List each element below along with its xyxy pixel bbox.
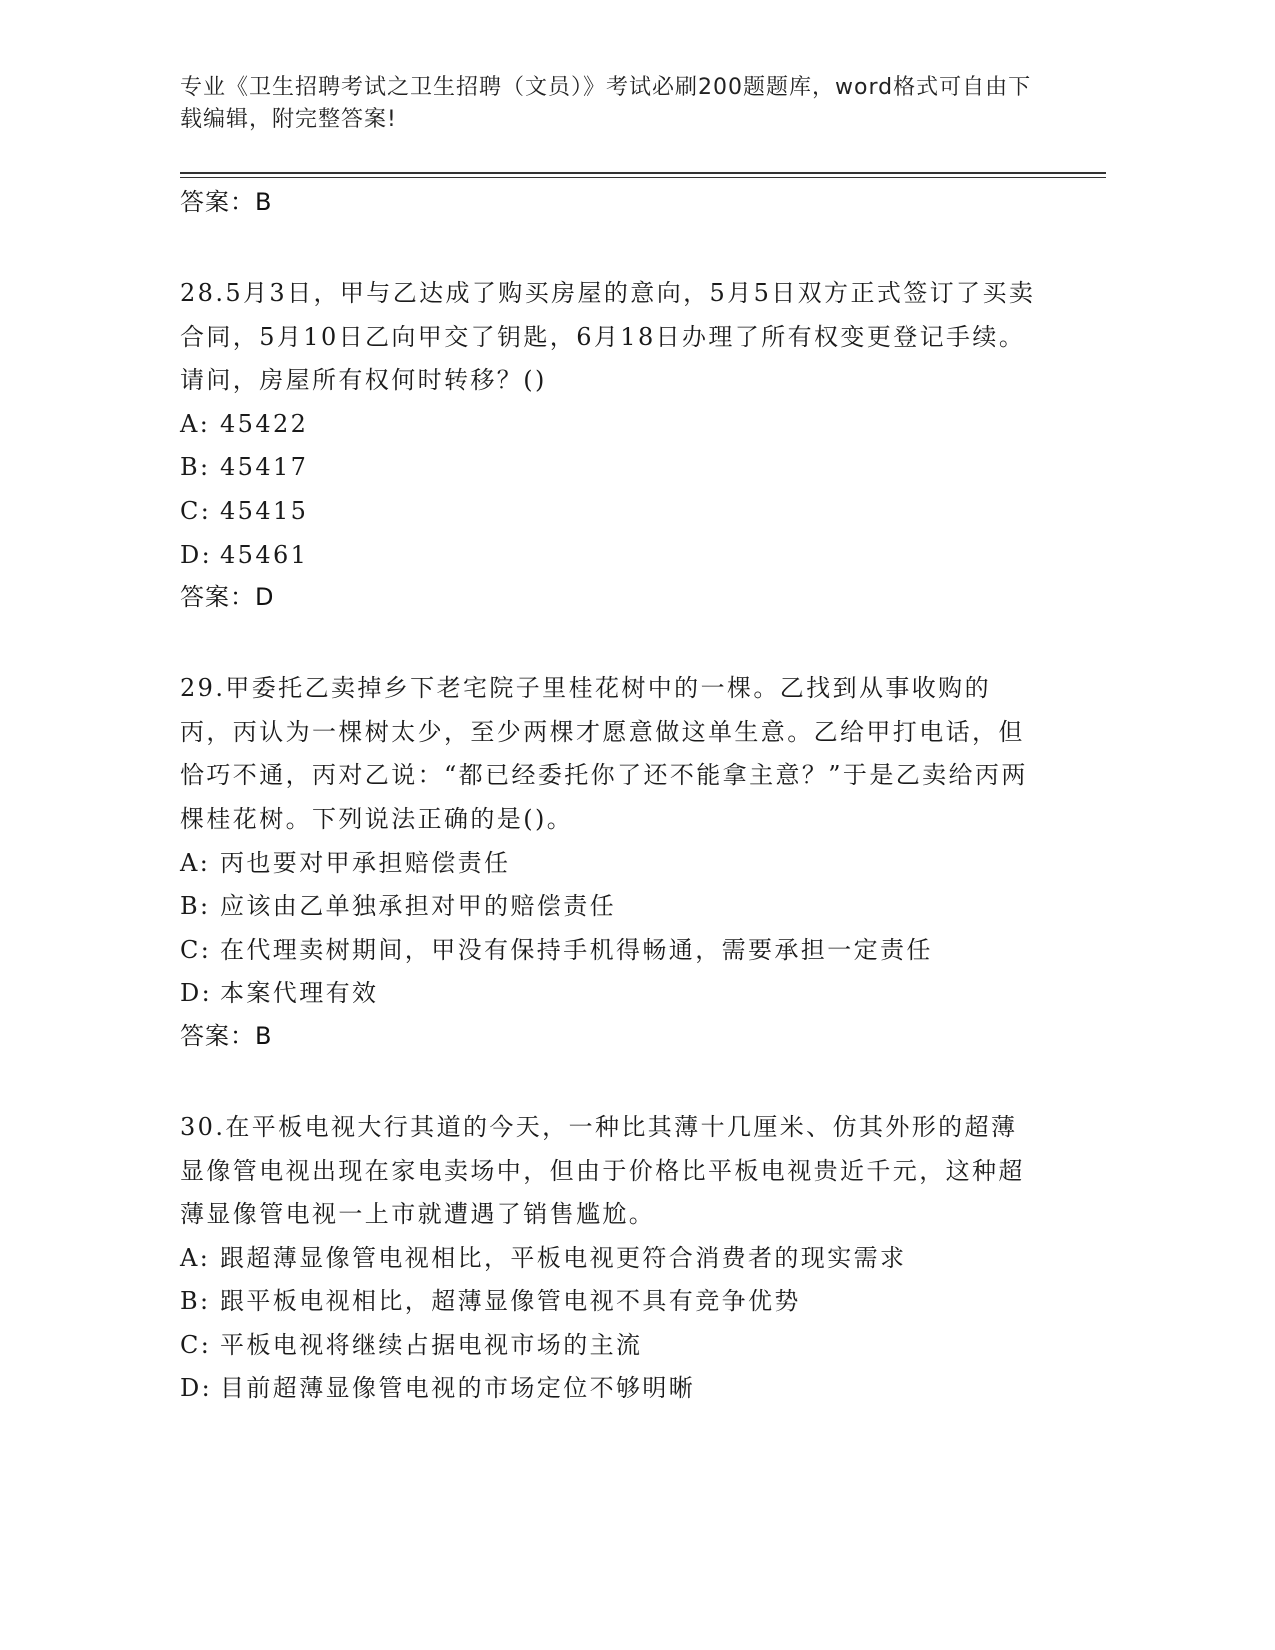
option-key: D:: [180, 1374, 213, 1403]
option-d: [180, 972, 1040, 1016]
header-rule-thin: [180, 177, 1106, 178]
question-block-29: [180, 665, 1040, 1056]
option-key: D:: [180, 979, 213, 1008]
option-key: C:: [180, 935, 212, 964]
option-text: 跟超薄显像管电视相比，平板电视更符合消费者的现实需求: [220, 1243, 907, 1272]
option-c: [180, 929, 1040, 973]
option-text: 丙也要对甲承担赔偿责任: [220, 848, 511, 877]
option-text: 45422: [220, 409, 309, 438]
option-key: B:: [180, 1287, 211, 1316]
document-header: 专业《卫生招聘考试之卫生招聘（文员）》考试必刷200题题库，word格式可自由下载编辑，附完整答案!: [180, 75, 1032, 132]
option-key: B:: [180, 892, 211, 921]
option-c: [180, 490, 1040, 534]
option-c: [180, 1324, 1040, 1368]
option-text: 45417: [220, 453, 309, 482]
option-b: [180, 885, 1040, 929]
option-key: B:: [180, 453, 211, 482]
option-key: A:: [180, 848, 211, 877]
option-key: A:: [180, 1243, 211, 1272]
option-text: 跟平板电视相比，超薄显像管电视不具有竞争优势: [220, 1287, 801, 1316]
option-text: 本案代理有效: [220, 979, 379, 1008]
question-stem: 28.5月3日，甲与乙达成了购买房屋的意向，5月5日双方正式签订了买卖合同，5月10日乙向甲交了钥匙，6月18日办理了所有权变更登记手续。请问，房屋所有权何时转移？(): [180, 279, 1036, 395]
question-list: [180, 182, 1040, 1459]
header-rule-thick: [180, 172, 1106, 174]
option-text: 45461: [220, 540, 309, 569]
question-block-30: [180, 1104, 1040, 1411]
option-b: [180, 1280, 1040, 1324]
option-d: [180, 1367, 1040, 1411]
option-text: 45415: [220, 496, 309, 525]
option-key: C:: [180, 1330, 212, 1359]
option-d: [180, 534, 1040, 578]
option-text: 应该由乙单独承担对甲的赔偿责任: [220, 892, 616, 921]
option-text: 在代理卖树期间，甲没有保持手机得畅通，需要承担一定责任: [220, 935, 933, 964]
option-key: C:: [180, 496, 212, 525]
option-text: 平板电视将继续占据电视市场的主流: [220, 1330, 643, 1359]
option-key: D:: [180, 540, 213, 569]
answer-line: 答案：D: [180, 583, 275, 612]
option-b: [180, 446, 1040, 490]
option-a: [180, 842, 1040, 886]
option-a: [180, 1237, 1040, 1281]
option-key: A:: [180, 409, 211, 438]
question-block-28: [180, 270, 1040, 617]
option-text: 目前超薄显像管电视的市场定位不够明晰: [220, 1374, 696, 1403]
option-a: [180, 403, 1040, 447]
previous-answer: 答案：B: [180, 188, 273, 216]
question-stem: 30.在平板电视大行其道的今天，一种比其薄十几厘米、仿其外形的超薄显像管电视出现在家电卖场中，但由于价格比平板电视贵近千元，这种超薄显像管电视一上市就遭遇了销售尴尬。: [180, 1112, 1025, 1229]
question-stem: 29.甲委托乙卖掉乡下老宅院子里桂花树中的一棵。乙找到从事收购的丙，丙认为一棵树太少，至少两棵才愿意做这单生意。乙给甲打电话，但恰巧不通，丙对乙说：“都已经委托你了还不能拿主意？”于是乙卖给丙两棵桂花树。下列说法正确的是()。: [180, 674, 1028, 833]
answer-line: 答案：B: [180, 1021, 273, 1050]
